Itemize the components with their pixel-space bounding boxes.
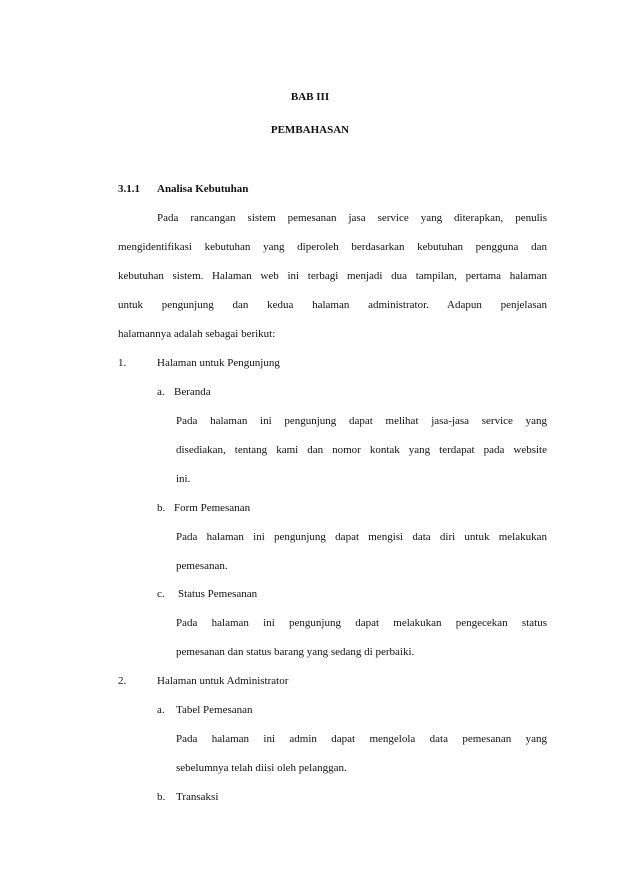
subitem-letter: a. — [157, 386, 165, 398]
subitem-title: Tabel Pemesanan — [176, 704, 253, 716]
intro-line: mengidentifikasi kebutuhan yang diperoleh berdasarkan kebutuhan pengguna dan — [118, 241, 547, 253]
chapter-subtitle: PEMBAHASAN — [270, 124, 350, 136]
subitem-line: Pada halaman ini admin dapat mengelola data pemesanan yang — [176, 733, 547, 745]
intro-line: Pada rancangan sistem pemesanan jasa service yang diterapkan, penulis — [157, 212, 547, 224]
subitem-letter: c. — [157, 588, 165, 600]
list-item-title: Halaman untuk Administrator — [157, 675, 289, 687]
list-item-number: 1. — [118, 357, 127, 369]
subitem-title: Form Pemesanan — [174, 502, 251, 514]
section-number: 3.1.1 — [118, 183, 140, 195]
subitem-line: pemesanan. — [176, 560, 228, 572]
subitem-line: disediakan, tentang kami dan nomor kontak yang terdapat pada website — [176, 444, 547, 456]
list-item-title: Halaman untuk Pengunjung — [157, 357, 280, 369]
list-item-number: 2. — [118, 675, 127, 687]
subitem-title: Transaksi — [176, 791, 219, 803]
subitem-line: Pada halaman ini pengunjung dapat melakukan pengecekan status — [176, 617, 547, 629]
chapter-title: BAB III — [290, 91, 330, 103]
subitem-line: sebelumnya telah diisi oleh pelanggan. — [176, 762, 347, 774]
intro-line: kebutuhan sistem. Halaman web ini terbagi menjadi dua tampilan, pertama halaman — [118, 270, 547, 282]
subitem-line: Pada halaman ini pengunjung dapat mengisi data diri untuk melakukan — [176, 531, 547, 543]
subitem-line: pemesanan dan status barang yang sedang di perbaiki. — [176, 646, 415, 658]
subitem-line: Pada halaman ini pengunjung dapat melihat jasa-jasa service yang — [176, 415, 547, 427]
subitem-line: ini. — [176, 473, 191, 485]
subitem-letter: a. — [157, 704, 165, 716]
subitem-letter: b. — [157, 502, 166, 514]
subitem-title: Status Pemesanan — [178, 588, 258, 600]
subitem-title: Beranda — [174, 386, 211, 398]
section-title: Analisa Kebutuhan — [157, 183, 249, 195]
intro-line: halamannya adalah sebagai berikut: — [118, 328, 276, 340]
intro-line: untuk pengunjung dan kedua halaman administrator. Adapun penjelasan — [118, 299, 547, 311]
subitem-letter: b. — [157, 791, 166, 803]
